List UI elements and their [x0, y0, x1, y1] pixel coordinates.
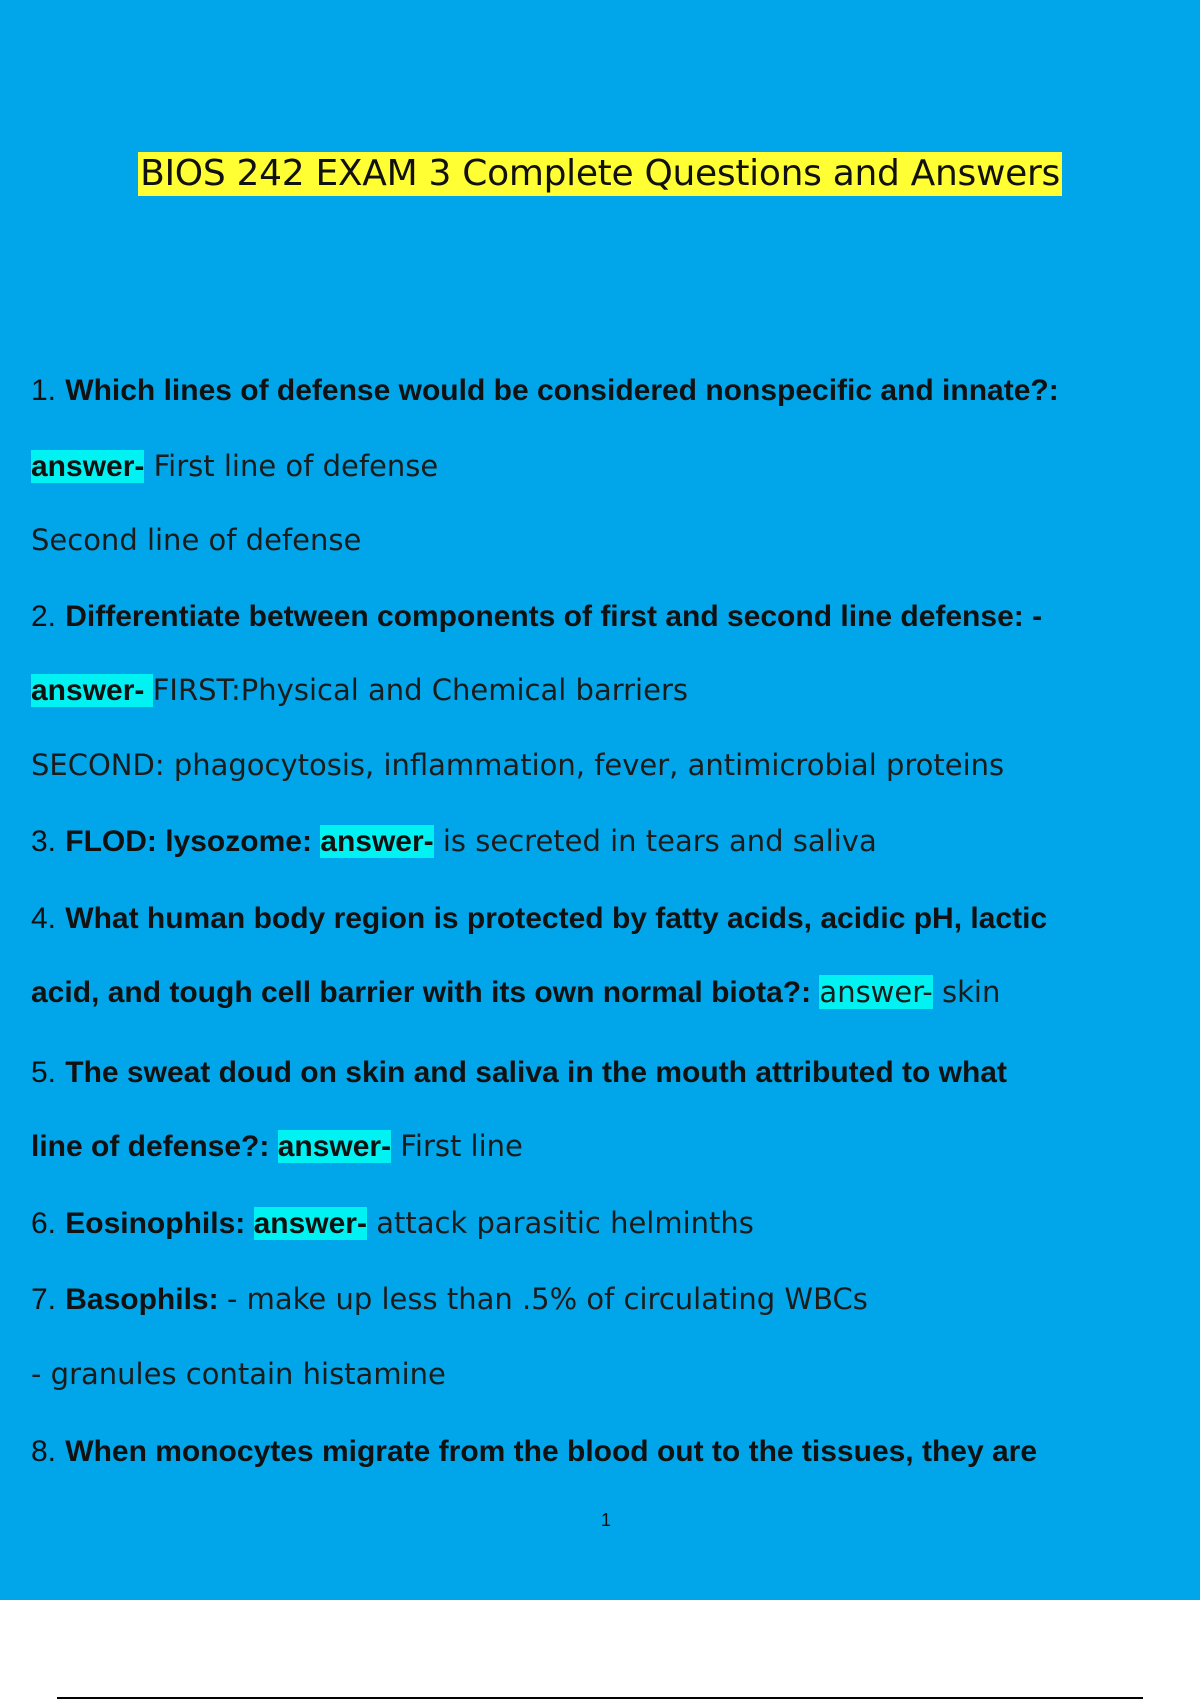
question-number: 1.	[31, 374, 57, 407]
answer-text: Second line of defense	[31, 523, 362, 557]
question-text: Differentiate between components of first and second line defense: -	[65, 600, 1043, 633]
question-text: When monocytes migrate from the blood out to the tissues, they are	[65, 1435, 1038, 1468]
question-6-line	[31, 1203, 754, 1244]
answer-text: SECOND: phagocytosis, inflammation, fever, antimicrobial proteins	[31, 748, 1005, 782]
answer-text: First line	[391, 1129, 523, 1163]
answer-text: First line of defense	[144, 449, 439, 483]
question-text: The sweat doud on skin and saliva in the mouth attributed to what	[65, 1056, 1007, 1089]
question-text: line of defense?:	[31, 1130, 278, 1163]
question-2-line	[31, 596, 1042, 637]
answer-text: is secreted in tears and saliva	[433, 824, 877, 858]
question-text: What human body region is protected by fatty acids, acidic pH, lactic	[65, 902, 1048, 935]
question-number: 4.	[31, 902, 57, 935]
question-4-line	[31, 898, 1047, 939]
answer-2-line	[31, 670, 688, 711]
answer-1-line	[31, 446, 438, 487]
document-title: BIOS 242 EXAM 3 Complete Questions and Answers	[140, 153, 1060, 194]
title-container	[0, 152, 1200, 196]
question-4-continued	[31, 972, 1000, 1013]
question-number: 3.	[31, 825, 57, 858]
question-number: 7.	[31, 1283, 57, 1316]
question-3-line	[31, 821, 877, 862]
question-text: FLOD: lysozome:	[65, 825, 321, 858]
answer-text: - granules contain histamine	[31, 1357, 446, 1391]
answer-tag: answer-	[819, 975, 933, 1009]
question-number: 2.	[31, 600, 57, 633]
question-5-line	[31, 1052, 1007, 1093]
question-7-line	[31, 1279, 868, 1320]
question-text: Eosinophils:	[65, 1207, 254, 1240]
question-number: 5.	[31, 1056, 57, 1089]
answer-2-continued	[31, 745, 1004, 785]
answer-tag: answer-	[277, 1130, 392, 1163]
question-1-line	[31, 370, 1059, 411]
answer-tag: answer-	[31, 450, 145, 483]
answer-tag: answer-	[31, 674, 153, 707]
answer-7-continued	[31, 1354, 446, 1394]
question-number: 6.	[31, 1207, 57, 1240]
answer-text: skin	[932, 975, 1001, 1009]
answer-text: - make up less than .5% of circulating WBCs	[226, 1282, 868, 1316]
question-5-continued	[31, 1126, 523, 1167]
answer-text: FIRST:Physical and Chemical barriers	[152, 673, 688, 707]
question-text: acid, and tough cell barrier with its own normal biota?:	[31, 976, 820, 1009]
answer-tag: answer-	[253, 1207, 367, 1240]
page-separator-rule	[57, 1697, 1143, 1699]
answer-text: attack parasitic helminths	[366, 1206, 754, 1240]
answer-tag: answer-	[320, 825, 434, 858]
answer-1-continued	[31, 520, 361, 560]
question-8-line	[31, 1431, 1037, 1472]
question-number: 8.	[31, 1435, 57, 1468]
question-text: Which lines of defense would be considered nonspecific and innate?:	[65, 374, 1059, 407]
page-number: 1	[600, 1510, 611, 1530]
question-text: Basophils:	[65, 1283, 227, 1316]
